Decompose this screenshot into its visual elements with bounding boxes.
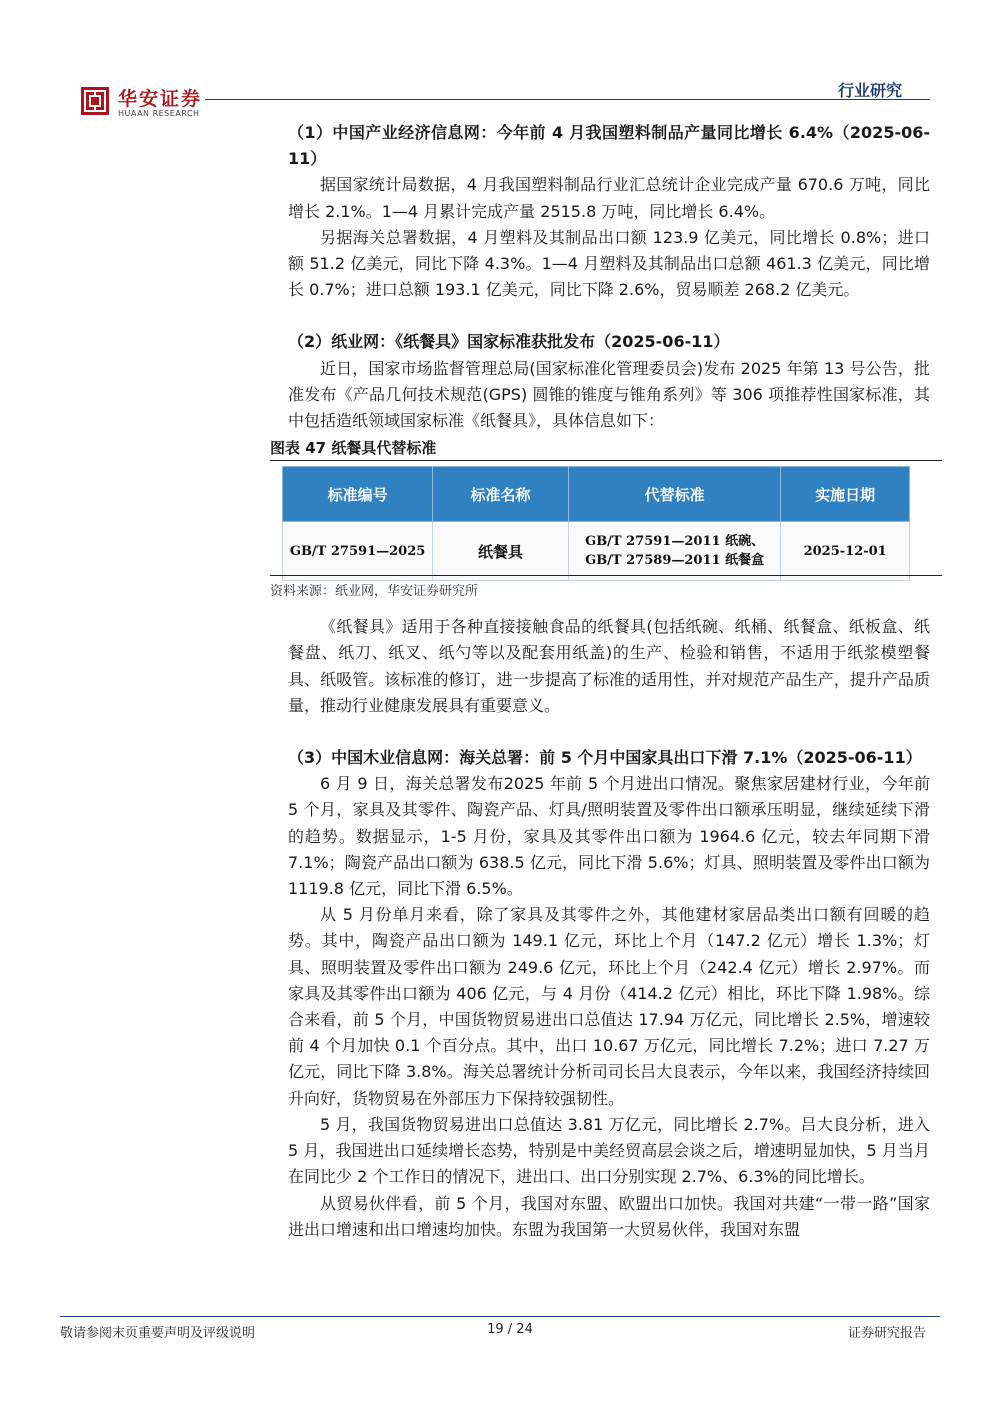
- replaced-standard-1: GB/T 27591—2011 纸碗、: [585, 534, 765, 549]
- header-divider: [205, 99, 930, 100]
- column-header: 实施日期: [781, 467, 910, 522]
- figure-source: 资料来源：纸业网，华安证券研究所: [270, 584, 479, 599]
- main-content: [288, 120, 930, 1243]
- footer-divider: [60, 1316, 940, 1317]
- replaced-standard-2: GB/T 27589—2011 纸餐盒: [585, 553, 765, 568]
- section-3-paragraph: 从贸易伙伴看，前 5 个月，我国对东盟、欧盟出口加快。我国对共建“一带一路”国家进出口增速和出口增速均加快。东盟为我国第一大贸易伙伴，我国对东盟: [288, 1193, 930, 1239]
- effective-date-cell: 2025-12-01: [781, 522, 910, 581]
- standard-code-cell: GB/T 27591—2025: [283, 522, 433, 581]
- column-header: 标准名称: [433, 467, 569, 522]
- footer-disclaimer: 敬请参阅末页重要声明及评级说明: [60, 1326, 256, 1341]
- section-1-title: （1）中国产业经济信息网：今年前 4 月我国塑料制品产量同比增长 6.4%（2025-06-11）: [288, 123, 930, 169]
- section-3-title: （3）中国木业信息网：海关总署：前 5 个月中国家具出口下滑 7.1%（2025-06-11）: [288, 748, 922, 768]
- footer-report-type: 证券研究报告: [847, 1326, 926, 1341]
- section-1-paragraph: 据国家统计局数据，4 月我国塑料制品行业汇总统计企业完成产量 670.6 万吨，同比增长 2.1%。1—4 月累计完成产量 2515.8 万吨，同比增长 6.4%。: [288, 175, 930, 221]
- company-logo: [80, 82, 215, 122]
- replaced-standards-cell: [568, 522, 780, 581]
- section-2-paragraph: 近日，国家市场监督管理总局(国家标准化管理委员会)发布 2025 年第 13 号公告，批准发布《产品几何技术规范(GPS) 圆锥的锥度与锥角系列》等 306 项推荐性国家标准，其中包括造纸领域国家标准《纸餐具》，具体信息如下：: [288, 358, 930, 431]
- page-number: 19 / 24: [487, 1322, 533, 1337]
- logo-chinese-name: 华安证券: [118, 88, 203, 110]
- table-row: [283, 522, 910, 581]
- figure-top-rule: [270, 460, 942, 461]
- section-3-paragraph: 6 月 9 日，海关总署发布2025 年前 5 个月进出口情况。聚焦家居建材行业，今年前 5 个月，家具及其零件、陶瓷产品、灯具/照明装置及零件出口额承压明显，继续延续下滑的趋势。数据显示，1-5 月份，家具及其零件出口额为 1964.6 亿元，较去年同期下滑 7.1%；陶瓷产品出口额为 638.5 亿元，同比下滑 5.6%；灯具、照明装置及零件出口额为 1119.8 亿元，同比下滑 6.5%。: [288, 774, 930, 899]
- column-header: 标准编号: [283, 467, 433, 522]
- figure-bottom-rule: [270, 575, 942, 576]
- report-category: 行业研究: [837, 81, 902, 100]
- section-3-paragraph: 5 月，我国货物贸易进出口总值达 3.81 万亿元，同比增长 2.7%。吕大良分析，进入 5 月，我国进出口延续增长态势，特别是中美经贸高层会谈之后，增速明显加快，5 月当月在同比少 2 个工作日的情况下，进出口、出口分别实现 2.7%、6.3%的同比增长。: [288, 1114, 930, 1187]
- standards-table: [282, 466, 910, 581]
- section-2-paragraph-after-table: 《纸餐具》适用于各种直接接触食品的纸餐具(包括纸碗、纸桶、纸餐盒、纸板盒、纸餐盘、纸刀、纸叉、纸勺等以及配套用纸盖)的生产、检验和销售，不适用于纸浆模塑餐具、纸吸管。该标准的修订，进一步提高了标准的适用性，并对规范产品生产，提升产品质量，推动行业健康发展具有重要意义。: [288, 617, 930, 715]
- section-2-title: （2）纸业网：《纸餐具》国家标准获批发布（2025-06-11）: [288, 332, 730, 352]
- section-3-paragraph: 从 5 月份单月来看，除了家具及其零件之外，其他建材家居品类出口额有回暖的趋势。其中，陶瓷产品出口额为 149.1 亿元，环比上个月（147.2 亿元）增长 1.3%；灯具、照明装置及零件出口额为 249.6 亿元，环比上个月（242.4 亿元）增长 2.97%。而家具及其零件出口额为 406 亿元，与 4 月份（414.2 亿元）相比，环比下降 1.98%。综合来看，前 5 个月，中国货物贸易进出口总值达 17.94 万亿元，同比增长 2.5%，增速较前 4 个月加快 0.1 个百分点。其中，出口 10.67 万亿元，同比增长 7.2%；进口 7.27 万亿元，同比下降 3.8%。海关总署统计分析司司长吕大良表示，今年以来，我国经济持续回升向好，货物贸易在外部压力下保持较强韧性。: [288, 905, 930, 1108]
- huaan-seal-icon: [80, 86, 110, 116]
- logo-english-name: HUAAN RESEARCH: [118, 109, 200, 118]
- column-header: 代替标准: [568, 467, 780, 522]
- section-1-paragraph: 另据海关总署数据，4 月塑料及其制品出口额 123.9 亿美元，同比增长 0.8%；进口额 51.2 亿美元，同比下降 4.3%。1—4 月塑料及其制品出口总额 461.3 亿美元，同比增长 0.7%；进口总额 193.1 亿美元，同比下降 2.6%，贸易顺差 268.2 亿美元。: [288, 227, 930, 300]
- table-header-row: [283, 467, 910, 522]
- figure-title: 图表 47 纸餐具代替标准: [270, 439, 437, 457]
- standard-name-cell: 纸餐具: [433, 522, 569, 581]
